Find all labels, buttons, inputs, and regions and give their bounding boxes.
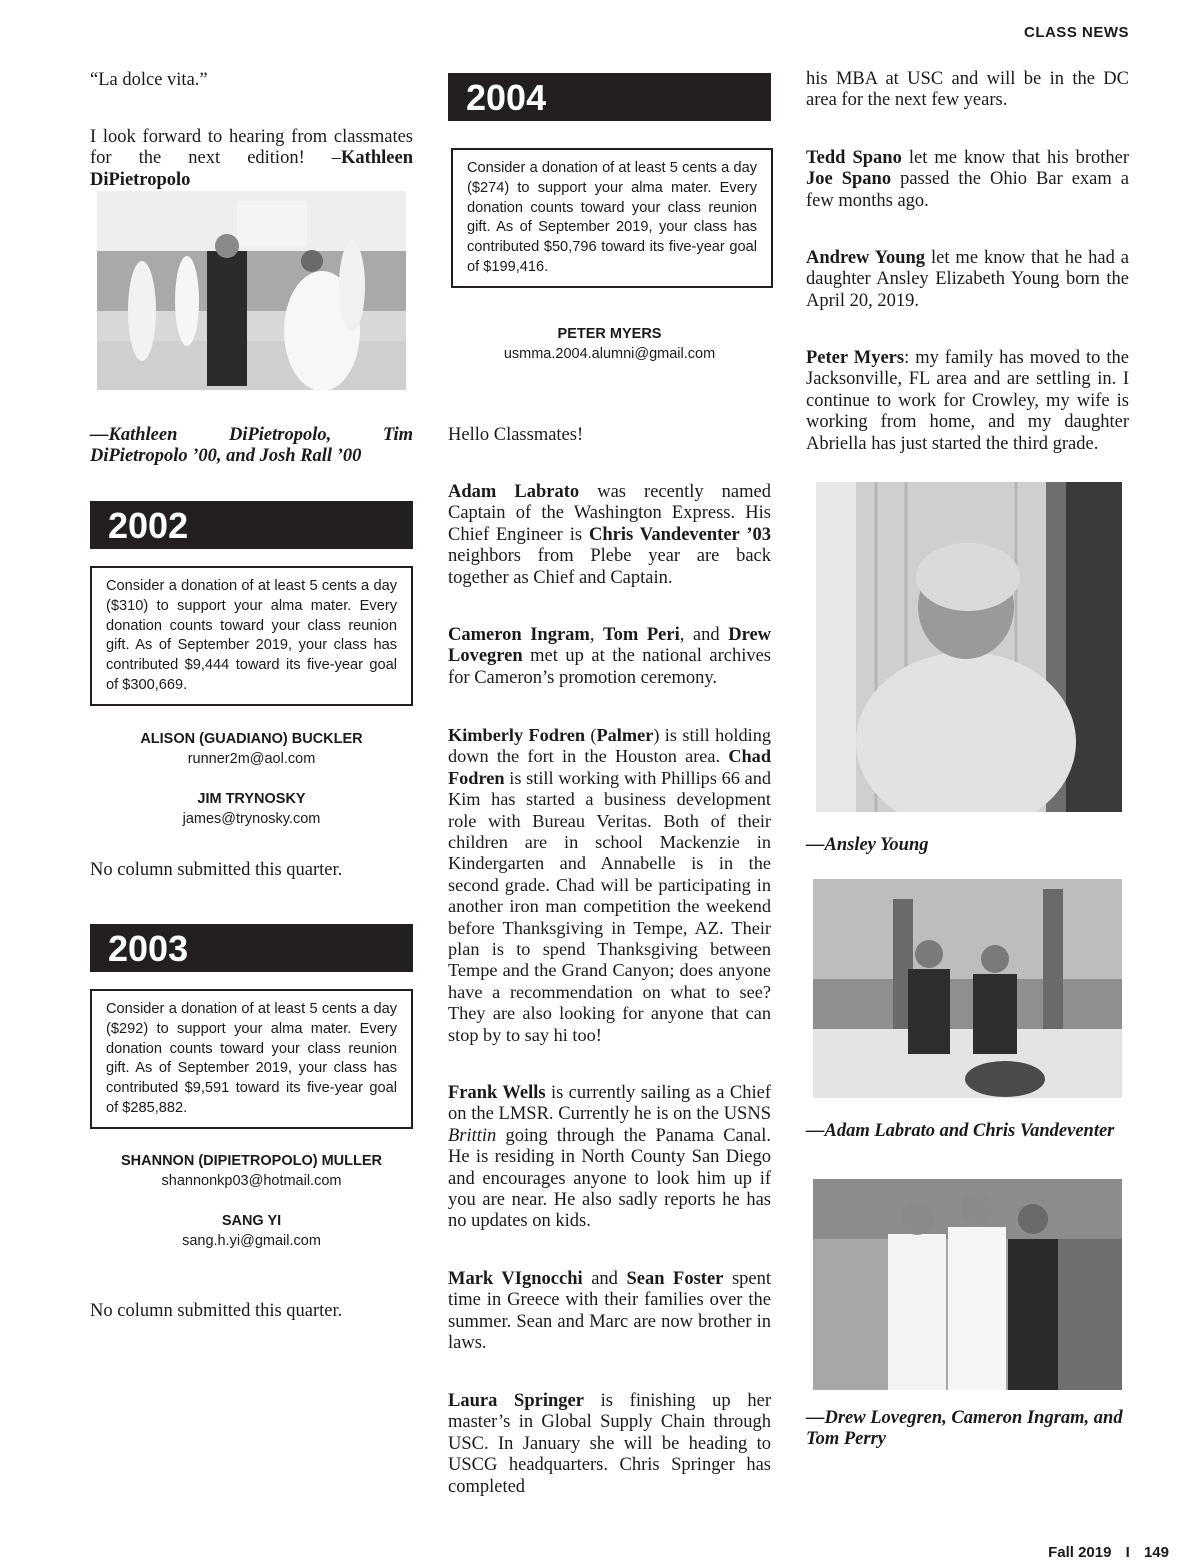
page-number: 149	[1143, 1544, 1169, 1561]
person-name: Andrew Young	[806, 248, 926, 268]
person-name: Mark VIgnocchi	[448, 1269, 583, 1289]
contact-name: JIM TRYNOSKY	[197, 791, 306, 807]
baby-photo	[816, 482, 1122, 812]
quote-text: “La dolce vita.”	[90, 70, 208, 90]
paragraph-vignocchi	[448, 1269, 771, 1355]
paragraph-springer	[448, 1391, 771, 1498]
no-column-note-2003: No column submitted this quarter.	[90, 1301, 343, 1321]
paragraph-fodren	[448, 725, 771, 1046]
donation-box-2004: Consider a donation of at least 5 cents a day ($274) to support your alma mater. Every donation counts toward your class reunion gift. As of September 2019, your class has contributed $50,796 toward its five-year goal of $199,416.	[451, 148, 773, 288]
issue-label: Fall 2019	[1048, 1544, 1112, 1561]
text: let me know that he had a daughter Ansley Elizabeth Young born the April 20, 2019.	[806, 248, 1130, 311]
text: is still working with Phillips 66 and Kim has started a business development role with Bureau Veritas. Both of their children are in school Mackenzie in Kindergarten and Annabelle is in the second grade. Chad will be participating in another iron man competition the weekend before Thanksgiving in Tempe, AZ. Their plan is to spend Thanksgiving between Tempe and the Grand Canyon; does anyone have a recommendation on what to see? They are also looking for anyone that can stop by to say hi too!	[448, 767, 771, 1045]
no-column-note-2002: No column submitted this quarter.	[90, 860, 343, 880]
ship-photo	[813, 879, 1122, 1098]
contact-email: james@trynosky.com	[182, 811, 321, 827]
text: is currently sailing as a Chief on the LMSR. Currently he is on the USNS	[448, 1083, 771, 1125]
paragraph-labrato	[448, 482, 771, 589]
text: let me know that his brother	[901, 148, 1129, 168]
person-name: Joe Spano	[806, 169, 892, 190]
person-name: Chad Fodren	[448, 746, 771, 788]
contacts-2002	[90, 729, 413, 829]
text: was recently named Captain of the Washington Express. His Chief Engineer is	[448, 482, 771, 545]
wedding-photo	[97, 191, 406, 390]
person-name: Frank Wells	[448, 1083, 546, 1103]
baby-photo-caption: —Ansley Young	[806, 835, 929, 855]
closing-author: Kathleen DiPietropolo	[90, 148, 413, 190]
section-header: CLASS NEWS	[1023, 24, 1129, 41]
text: passed the Ohio Bar exam a few months ago.	[806, 169, 1129, 211]
text: spent time in Greece with their families over the summer. Sean and Marc are now brother in laws.	[448, 1269, 772, 1354]
donation-box-2003: Consider a donation of at least 5 cents a day ($292) to support your alma mater. Every donation counts toward your class reunion gift. As of September 2019, your class has contributed $9,591 toward its five-year goal of $285,882.	[90, 989, 413, 1129]
person-name: Chris Vandeventer ’03	[588, 524, 771, 545]
year-header-2002: 2002	[90, 501, 413, 549]
person-name: Sean Foster	[626, 1269, 724, 1289]
contacts-2004	[448, 324, 771, 364]
contact-email: runner2m@aol.com	[187, 751, 316, 767]
year-header-2003: 2003	[90, 924, 413, 972]
contact-email: sang.h.yi@gmail.com	[182, 1233, 321, 1249]
archives-photo-caption: —Drew Lovegren, Cameron Ingram, and Tom Perry	[806, 1408, 1123, 1450]
contact-name: ALISON (GUADIANO) BUCKLER	[140, 731, 363, 747]
page-footer	[1048, 1544, 1169, 1561]
person-name: Kimberly Fodren	[448, 725, 586, 745]
paragraph-young	[806, 248, 1129, 312]
paragraph-spano	[806, 148, 1129, 212]
text: met up at the national archives for Cameron’s promotion ceremony.	[448, 646, 771, 688]
wedding-photo-caption: —Kathleen DiPietropolo, Tim DiPietropolo ’00, and Josh Rall ’00	[90, 425, 413, 467]
person-name: Laura Springer	[448, 1391, 584, 1411]
person-name: Drew Lovegren	[448, 625, 772, 667]
text: going through the Panama Canal. He is residing in North County San Diego and encourages anyone to look him up if you are near. He also sadly reports he has no updates on kids.	[448, 1125, 771, 1232]
person-name: Tom Peri	[603, 625, 680, 645]
contacts-2003	[90, 1151, 413, 1251]
paragraph-myers	[806, 348, 1129, 455]
text: neighbors from Plebe year are back together as Chief and Captain.	[448, 546, 771, 588]
text: (	[585, 725, 597, 745]
person-name: Adam Labrato	[448, 482, 580, 502]
text: and	[582, 1269, 627, 1289]
contact-name: SANG YI	[221, 1213, 282, 1229]
ship-name: Brittin	[448, 1125, 497, 1146]
text: ) is still holding down the fort in the Houston area.	[448, 725, 771, 767]
text: , and	[679, 625, 729, 645]
text: ,	[589, 625, 604, 645]
year-header-2004: 2004	[448, 73, 771, 121]
contact-name: SHANNON (DIPIETROPOLO) MULLER	[121, 1153, 382, 1169]
text: : my family has moved to the Jacksonville, FL area and are settling in. I continue to work for Crowley, my wife is working from home, and my daughter Abriella has just started the third grade.	[806, 348, 1130, 454]
contact-name: PETER MYERS	[557, 326, 662, 342]
greeting: Hello Classmates!	[448, 425, 584, 445]
paragraph-ingram	[448, 625, 771, 689]
person-name: Palmer	[596, 725, 654, 745]
paragraph-continued: his MBA at USC and will be in the DC area for the next few years.	[806, 69, 1129, 111]
closing-paragraph	[90, 127, 413, 191]
text: is finishing up her master’s in Global Supply Chain through USC. In January she will be heading to USCG headquarters. Chris Springer has completed	[448, 1391, 771, 1497]
person-name: Cameron Ingram	[448, 625, 590, 645]
closing-text: I look forward to hearing from classmates for the next edition! –	[90, 127, 413, 169]
archives-photo	[813, 1179, 1122, 1390]
contact-email: shannonkp03@hotmail.com	[161, 1173, 342, 1189]
ship-photo-caption: —Adam Labrato and Chris Vandeventer	[806, 1121, 1115, 1141]
person-name: Tedd Spano	[806, 148, 902, 168]
person-name: Peter Myers	[806, 348, 905, 368]
footer-separator: I	[1125, 1544, 1130, 1561]
donation-box-2002: Consider a donation of at least 5 cents a day ($310) to support your alma mater. Every donation counts toward your class reunion gift. As of September 2019, your class has contributed $9,444 toward its five-year goal of $300,669.	[90, 566, 413, 706]
paragraph-wells	[448, 1083, 771, 1233]
contact-email: usmma.2004.alumni@gmail.com	[503, 346, 716, 362]
